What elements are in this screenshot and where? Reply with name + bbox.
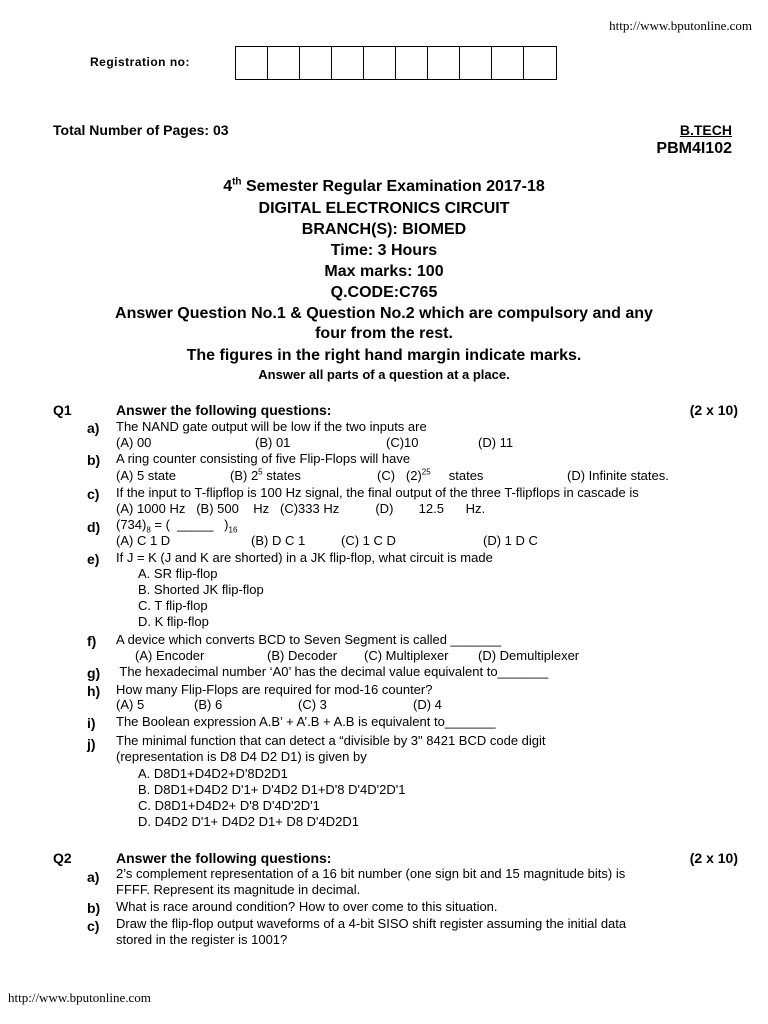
q1j-letter: j) (87, 736, 96, 752)
q1f-letter: f) (87, 633, 97, 649)
reg-box[interactable] (332, 47, 364, 79)
q2c-line2: stored in the register is 1001? (116, 932, 288, 947)
q1c-letter: c) (87, 486, 100, 502)
q1h-letter: h) (87, 683, 101, 699)
q1f-opt-a: (A) Encoder (135, 648, 205, 663)
q1f-text: A device which converts BCD to Seven Segment is called _______ (116, 632, 502, 647)
q1h-opt-a: (A) 5 (116, 697, 145, 712)
header-url[interactable]: http://www.bputonline.com (609, 18, 752, 33)
q1h-opt-b: (B) 6 (194, 697, 223, 712)
q1a-opt-a: (A) 00 (116, 435, 152, 450)
q1e-text: If J = K (J and K are shorted) in a JK flip-flop, what circuit is made (116, 550, 493, 565)
q1d-text: $(734)_8$ = ( _____ )$_{16}$ (116, 517, 238, 535)
q1d-opt-a: (A) C 1 D (116, 533, 171, 548)
q1i-letter: i) (87, 715, 96, 731)
q2a-letter: a) (87, 869, 100, 885)
q1b-opt-b: (B) $2^5$ states (230, 467, 301, 483)
q1b-opt-c: (C) $(2)^{25}$ states (377, 467, 484, 483)
q1d-opt-d: (D) 1 D C (483, 533, 538, 548)
q1h-opt-c: (C) 3 (298, 697, 327, 712)
q1e-item-a: A. SR flip-flop (138, 566, 218, 581)
q1j-line2: (representation is D8 D4 D2 D1) is given by (116, 749, 367, 764)
footer-url[interactable]: http://www.bputonline.com (8, 990, 151, 1005)
program: B.TECH (679, 122, 732, 138)
q2-number: Q2 (53, 850, 72, 866)
total-pages: Total Number of Pages: 03 (53, 122, 229, 138)
q2c-line1: Draw the flip-flop output waveforms of a 4-bit SISO shift register assuming the initial data (116, 916, 627, 931)
reg-box[interactable] (460, 47, 492, 79)
q1b-text: A ring counter consisting of five Flip-Flops will have (116, 451, 411, 466)
registration-boxes[interactable] (235, 46, 557, 80)
q1d-letter: d) (87, 519, 101, 535)
q1a-opt-d: (D) 11 (478, 435, 514, 450)
paper-code: PBM4I102 (656, 140, 732, 157)
q1e-item-b: B. Shorted JK flip-flop (138, 582, 264, 597)
branch: BRANCH(S): BIOMED (301, 221, 467, 238)
q1j-item-d: D. D4D2 D'1+ D4D2 D1+ D8 D'4D2D1 (138, 814, 359, 829)
q1e-letter: e) (87, 551, 100, 567)
q1i-text: The Boolean expression A.B’ + A’.B + A.B is equivalent to_______ (116, 714, 496, 729)
instruction-compulsory-line2: four from the rest. (315, 325, 453, 342)
q2-marks: (2 x 10) (689, 850, 738, 866)
time: Time: 3 Hours (330, 242, 438, 259)
q1e-item-c: C. T flip-flop (138, 598, 208, 613)
reg-box[interactable] (300, 47, 332, 79)
q1c-options: (A) 1000 Hz (B) 500 Hz (C)333 Hz (D) 12.5 Hz. (116, 501, 486, 516)
q1d-opt-c: (C) 1 C D (341, 533, 396, 548)
reg-box[interactable] (364, 47, 396, 79)
q1j-item-c: C. D8D1+D4D2+ D'8 D'4D'2D'1 (138, 798, 320, 813)
q1f-opt-c: (C) Multiplexer (364, 648, 449, 663)
q1d-opt-b: (B) D C 1 (251, 533, 306, 548)
subject-title: DIGITAL ELECTRONICS CIRCUIT (258, 200, 510, 217)
q1a-text: The NAND gate output will be low if the two inputs are (116, 419, 427, 434)
q1f-opt-d: (D) Demultiplexer (478, 648, 580, 663)
q1h-opt-d: (D) 4 (413, 697, 442, 712)
reg-box[interactable] (492, 47, 524, 79)
instruction-compulsory-line1: Answer Question No.1 & Question No.2 which are compulsory and any (115, 305, 653, 322)
instruction-marks: The figures in the right hand margin indicate marks. (186, 347, 582, 364)
q2-heading: Answer the following questions: (116, 850, 332, 866)
q1-marks: (2 x 10) (689, 402, 738, 418)
q2a-line2: FFFF. Represent its magnitude in decimal. (116, 882, 361, 897)
qcode: Q.CODE:C765 (330, 284, 438, 301)
q1j-item-a: A. D8D1+D4D2+D'8D2D1 (138, 766, 288, 781)
q1a-letter: a) (87, 420, 100, 436)
q1j-item-b: B. D8D1+D4D2 D'1+ D'4D2 D1+D'8 D'4D'2D'1 (138, 782, 406, 797)
q2c-letter: c) (87, 918, 100, 934)
reg-box[interactable] (428, 47, 460, 79)
q1g-letter: g) (87, 665, 101, 681)
reg-box[interactable] (396, 47, 428, 79)
q1j-line1: The minimal function that can detect a “divisible by 3" 8421 BCD code digit (116, 733, 546, 748)
q1b-opt-d: (D) Infinite states. (567, 468, 669, 483)
max-marks: Max marks: 100 (324, 263, 444, 280)
q2b-text: What is race around condition? How to over come to this situation. (116, 899, 498, 914)
q1a-opt-c: (C)10 (386, 435, 419, 450)
q1g-text: The hexadecimal number ‘A0’ has the decimal value equivalent to_______ (116, 664, 549, 679)
q1b-opt-a: (A) 5 state (116, 468, 176, 483)
reg-box[interactable] (268, 47, 300, 79)
q1b-letter: b) (87, 452, 101, 468)
reg-box[interactable] (524, 47, 556, 79)
q1e-item-d: D. K flip-flop (138, 614, 209, 629)
q1-number: Q1 (53, 402, 72, 418)
semester-title: 4th Semester Regular Examination 2017-18 (223, 176, 545, 195)
q1a-opt-b: (B) 01 (255, 435, 291, 450)
q1-heading: Answer the following questions: (116, 402, 332, 418)
q1f-opt-b: (B) Decoder (267, 648, 338, 663)
q2b-letter: b) (87, 900, 101, 916)
reg-box[interactable] (236, 47, 268, 79)
q1c-text: If the input to T-flipflop is 100 Hz signal, the final output of the three T-flipflops in cascade is (116, 485, 639, 500)
q2a-line1: 2’s complement representation of a 16 bit number (one sign bit and 15 magnitude bits) is (116, 866, 626, 881)
instruction-parts: Answer all parts of a question at a place. (258, 367, 510, 382)
q1h-text: How many Flip-Flops are required for mod-16 counter? (116, 682, 433, 697)
registration-label: Registration no: (90, 55, 190, 69)
